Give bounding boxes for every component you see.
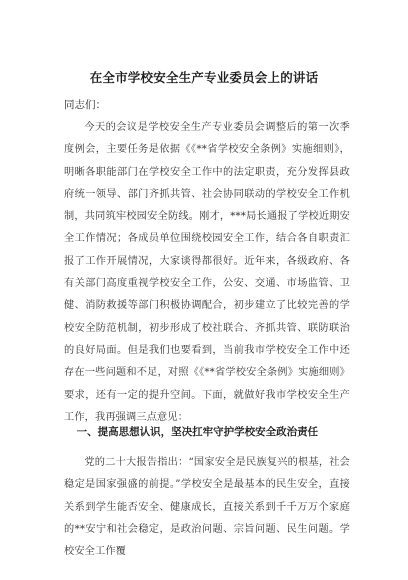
- body-paragraph: 今天的会议是学校安全生产专业委员会调整后的第一次季度例会，主要任务是依据《《**省学校安全条例》实施细则》，明晰各职能部门在学校安全工作中的法定职责，充分发挥县政府统一领导、部门齐抓共管、社会协同联动的学校安全工作机制，共同筑牢校园安全防线。刚才，***局长通报了学校近期安全工作情况；各成员单位围绕校园安全工作，结合各自职责汇报了工作开展情况，大家谈得都很好。近年来，各级政府、各有关部门高度重视学校安全工作，公安、交通、市场监管、卫健、消防救援等部门积极协调配合，初步建立了比较完善的学校安全防范机制，初步形成了校社联合、齐抓共管、联防联治的良好局面。但是我们也要看到，当前我市学校安全工作中还存在一些问题和不足，对照《《**省学校安全条例》实施细则》要求，还有一定的提升空间。下面，就做好我市学校安全生产工作，我再强调三点意见：: [64, 122, 350, 423]
- section-paragraph: 党的二十大报告指出：“国家安全是民族复兴的根基，社会稳定是国家强盛的前提。”学校安全是最基本的民生安全，直接关系到学生能否安全、健康成长，直接关系到千千万万个家庭的**安宁和社会稳定，是政治问题、宗旨问题、民生问题。学校安全工作覆: [64, 457, 350, 558]
- salutation: 同志们：: [64, 99, 106, 111]
- section-heading: 一、提高思想认识，坚决扛牢守护学校安全政治责任: [76, 426, 319, 438]
- document-title: 在全市学校安全生产专业委员会上的讲话: [89, 70, 319, 85]
